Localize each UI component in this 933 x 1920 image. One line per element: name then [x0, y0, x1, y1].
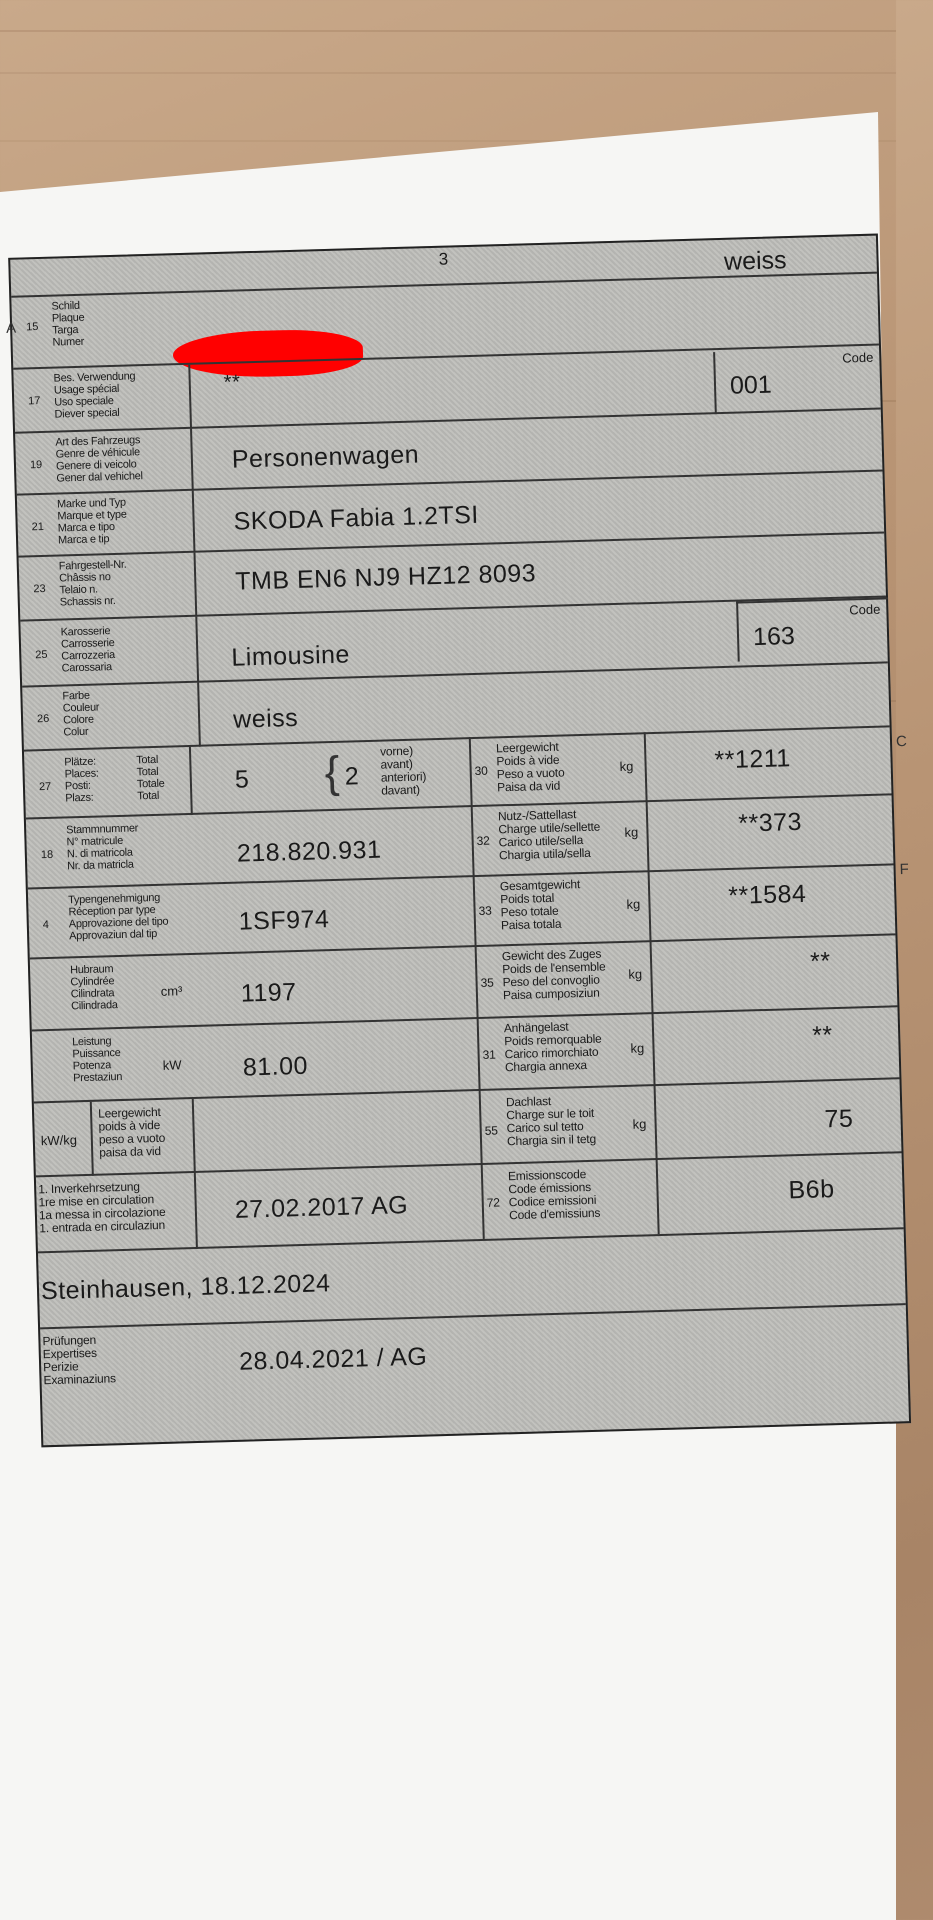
art-code: 001: [729, 370, 773, 400]
field-number: 23: [33, 582, 46, 596]
marke-value: SKODA Fabia 1.2TSI: [233, 500, 480, 536]
leistung-value: 81.00: [242, 1051, 309, 1082]
fahrgestell-value: TMB EN6 NJ9 HZ12 8093: [234, 559, 537, 596]
page-number: 3: [438, 249, 449, 269]
kwkg-labels: Leergewicht poids à vide peso a vuoto paisa da vid: [97, 1104, 166, 1160]
unit-label: kg: [626, 896, 641, 912]
field-number: 18: [40, 848, 54, 862]
schild-labels: Schild Plaque Targa Numer: [51, 299, 85, 349]
plaetze-value: 5: [234, 765, 250, 794]
row-pruefungen: [40, 1303, 909, 1445]
stammnummer-value: 218.820.931: [236, 835, 382, 868]
nutzlast-labels: Nutz-/Sattellast Charge utile/sellette Carico utile/sella Chargia utila/sella: [497, 807, 601, 863]
registration-form: [5, 234, 911, 1448]
field-number: 25: [35, 648, 48, 662]
hubraum-value: 1197: [240, 978, 297, 1008]
fahrgestell-labels: Fahrgestell-Nr. Châssis no Telaio n. Schassis nr.: [58, 558, 127, 609]
field-number: 32: [476, 833, 490, 848]
margin-letter-f: F: [899, 860, 910, 879]
unit-label: kg: [630, 1040, 645, 1056]
unit-label: kg: [619, 758, 634, 774]
karosserie-code: 163: [752, 622, 796, 652]
leergewicht-value: **1211: [714, 744, 792, 775]
inverkehr-labels: 1. Inverkehrsetzung 1re mise en circulation 1a messa in circolazione 1. entrada en circulaziun: [38, 1179, 166, 1236]
leistung-labels: Leistung Puissance Potenza Prestaziun: [71, 1035, 123, 1085]
vehicle-registration-document: [0, 83, 932, 1400]
gesamtgewicht-labels: Gesamtgewicht Poids total Peso totale Paisa totala: [499, 877, 581, 933]
hubraum-labels: Hubraum Cylindrée Cilindrata Cilindrada: [69, 963, 118, 1013]
emission-value: B6b: [788, 1175, 835, 1205]
unit-label: kg: [632, 1116, 647, 1132]
field-number: 21: [31, 520, 45, 534]
dachlast-value: 75: [824, 1104, 854, 1134]
margin-letter-a: A: [5, 319, 17, 337]
karosserie-labels: Karosserie Carrosserie Carrozzeria Carossaria: [60, 625, 116, 675]
pruefungen-labels: Prüfungen Expertises Perizie Examinaziuns: [42, 1332, 117, 1388]
leergewicht-labels: Leergewicht Poids à vide Peso a vuoto Paisa da vid: [495, 739, 565, 795]
inverkehr-value: 27.02.2017 AG: [234, 1191, 409, 1224]
plaetze-front-value: 2: [344, 762, 360, 791]
field-number: 17: [28, 394, 41, 408]
zuggewicht-value: **: [809, 947, 832, 976]
field-number: 72: [486, 1195, 500, 1210]
karosserie-code-box: [736, 597, 890, 661]
plaetze-labels: Plätze: Places: Posti: Plazs:: [64, 755, 99, 805]
karosserie-value: Limousine: [231, 640, 351, 672]
unit-label: kg: [624, 824, 639, 840]
stammnummer-labels: Stammnummer N° matricule N. di matricola Nr. da matricla: [66, 822, 139, 873]
row-plaetze: 27 Plätze: Places: Posti: Plazs: Total Total Totale Total 5 { 2 vorne) avant) anteriori) davant) 30 Leergewicht Poids à vide Peso a vuoto Paisa da vid kg **1211 C: [24, 725, 892, 817]
anhaengelast-value: **: [811, 1021, 834, 1050]
unit-label: kW/kg: [40, 1132, 78, 1149]
plaetze-totals: Total Total Totale Total: [136, 753, 165, 803]
field-number: 35: [480, 975, 494, 990]
field-number: 31: [482, 1047, 496, 1062]
farbe-value: weiss: [232, 703, 299, 734]
unit-label: cm³: [160, 983, 183, 999]
field-number: 27: [38, 780, 52, 794]
field-number: 26: [36, 712, 50, 726]
code-label: Code: [842, 349, 874, 366]
art-code-box: [713, 347, 883, 414]
anhaengelast-labels: Anhängelast Poids remorquable Carico rimorchiato Chargia annexa: [503, 1019, 602, 1075]
marke-labels: Marke und Typ Marque et type Marca e tipo Marca e tip: [56, 496, 127, 547]
field-number: 19: [29, 458, 43, 472]
pruefungen-value: 28.04.2021 / AG: [238, 1342, 428, 1376]
nutzlast-value: **373: [737, 807, 803, 838]
typengenehmigung-labels: Typengenehmigung Réception par type Approvazione del tipo Approvaziun dal tip: [67, 891, 169, 943]
emission-labels: Emissionscode Code émissions Codice emissioni Code d'emissiuns: [507, 1167, 601, 1223]
gesamtgewicht-value: **1584: [727, 879, 807, 910]
margin-letter-c: C: [895, 732, 908, 751]
art-value: Personenwagen: [231, 440, 420, 474]
zuggewicht-labels: Gewicht des Zuges Poids de l'ensemble Peso del convoglio Paisa cumposiziun: [501, 946, 606, 1003]
field-number: 15: [25, 321, 39, 334]
field-number: 55: [484, 1123, 498, 1138]
code-label: Code: [849, 601, 881, 618]
unit-label: kW: [162, 1057, 182, 1073]
header-value: weiss: [723, 246, 787, 276]
field-number: 4: [42, 918, 50, 932]
verwendung-labels: Bes. Verwendung Usage spécial Uso speciale Diever special: [53, 370, 136, 421]
field-number: 30: [474, 763, 488, 779]
plaetze-front-labels: vorne) avant) anteriori) davant): [379, 743, 427, 798]
place-date: Steinhausen, 18.12.2024: [40, 1269, 331, 1306]
dachlast-labels: Dachlast Charge sur le toit Carico sul tetto Chargia sin il tetg: [505, 1094, 597, 1149]
verwendung-value: **: [223, 371, 241, 394]
art-labels: Art des Fahrzeugs Genre de véhicule Genere di veicolo Gener dal vehichel: [55, 434, 143, 485]
typengenehmigung-value: 1SF974: [238, 905, 330, 936]
field-number: 33: [478, 903, 492, 918]
farbe-labels: Farbe Couleur Colore Colur: [62, 689, 100, 739]
unit-label: kg: [628, 966, 643, 982]
